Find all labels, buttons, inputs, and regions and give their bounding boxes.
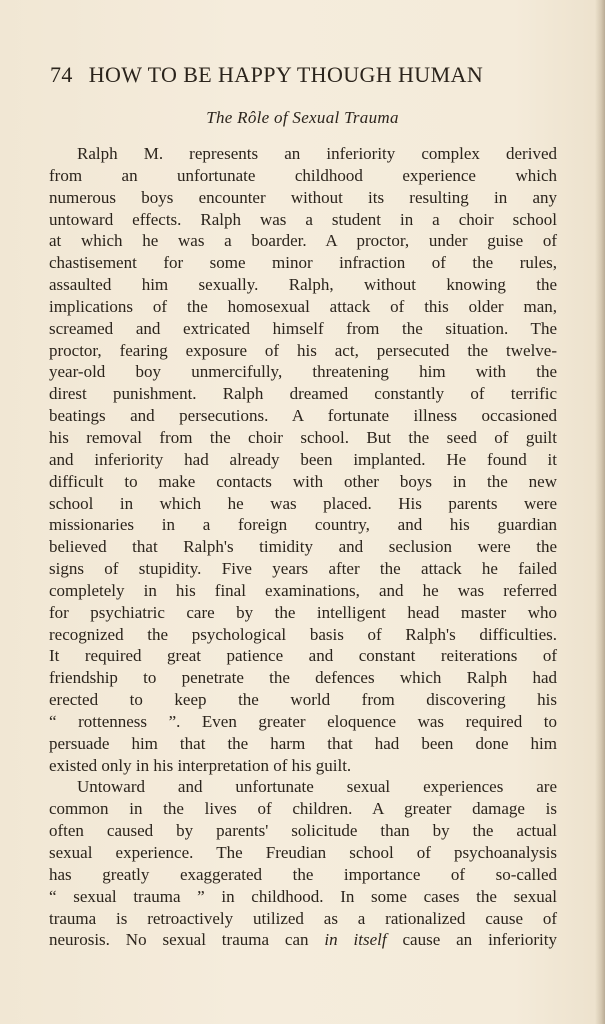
text-line: “ rottenness ”. Even greater eloquence was required to [49, 711, 557, 731]
text-line: implications of the homosexual attack of this older man, [49, 296, 557, 316]
text-line: believed that Ralph's timidity and seclusion were the [49, 537, 557, 557]
text-line: friendship to penetrate the defences which Ralph had [49, 668, 557, 688]
text-line: his removal from the choir school. But the seed of guilt [49, 427, 557, 447]
text-run: neurosis. No sexual trauma can [49, 930, 325, 950]
text-line: screamed and extricated himself from the situation. The [49, 318, 557, 338]
page-edge-shadow [595, 0, 605, 1024]
text-line: It required great patience and constant reiterations of [49, 646, 557, 666]
text-line: proctor, fearing exposure of his act, persecuted the twelve- [49, 340, 557, 360]
text-line: Ralph M. represents an inferiority complex derived [77, 144, 557, 163]
text-line [49, 929, 557, 951]
text-line: beatings and persecutions. A fortunate illness occasioned [49, 406, 557, 426]
text-line: year-old boy unmercifully, threatening him with the [49, 362, 557, 382]
running-title: HOW TO BE HAPPY THOUGH HUMAN [88, 62, 484, 87]
text-line: school in which he was placed. His parents were [49, 493, 557, 513]
text-line: completely in his final examinations, and he was referred [49, 580, 557, 600]
text-line: has greatly exaggerated the importance of so-called [49, 864, 557, 884]
text-line: recognized the psychological basis of Ralph's difficulties. [49, 624, 557, 644]
text-line: difficult to make contacts with other boys in the new [49, 471, 557, 491]
text-line: often caused by parents' solicitude than by the actual [49, 821, 557, 841]
text-line: numerous boys encounter without its resulting in any [49, 187, 557, 207]
text-line: assaulted him sexually. Ralph, without knowing the [49, 275, 557, 295]
body-text [49, 143, 557, 951]
text-line: chastisement for some minor infraction of the rules, [49, 253, 557, 273]
text-line: from an unfortunate childhood experience which [49, 165, 557, 185]
section-title: The Rôle of Sexual Trauma [206, 108, 399, 127]
text-line: persuade him that the harm that had been done him [49, 733, 557, 753]
italic-run: in itself [324, 930, 387, 950]
text-line: existed only in his interpretation of his guilt. [49, 755, 352, 775]
text-line: direst punishment. Ralph dreamed constantly of terrific [49, 384, 557, 404]
text-line: common in the lives of children. A greater damage is [49, 799, 557, 819]
text-line: for psychiatric care by the intelligent head master who [49, 602, 557, 622]
running-header [50, 62, 560, 92]
text-line: untoward effects. Ralph was a student in a choir school [49, 209, 557, 229]
text-run: cause an inferiority [386, 930, 558, 950]
text-line: trauma is retroactively utilized as a rationalized cause of [49, 908, 557, 928]
text-line: and inferiority had already been implanted. He found it [49, 449, 557, 469]
text-line: Untoward and unfortunate sexual experiences are [77, 777, 557, 797]
text-line: sexual experience. The Freudian school of psychoanalysis [49, 843, 557, 862]
text-line: erected to keep the world from discovering his [49, 690, 557, 710]
text-line: at which he was a boarder. A proctor, under guise of [49, 231, 557, 251]
page-number: 74 [50, 62, 73, 87]
text-line: missionaries in a foreign country, and his guardian [49, 515, 557, 535]
text-line: signs of stupidity. Five years after the attack he failed [49, 559, 557, 579]
text-line: “ sexual trauma ” in childhood. In some cases the sexual [49, 886, 557, 906]
